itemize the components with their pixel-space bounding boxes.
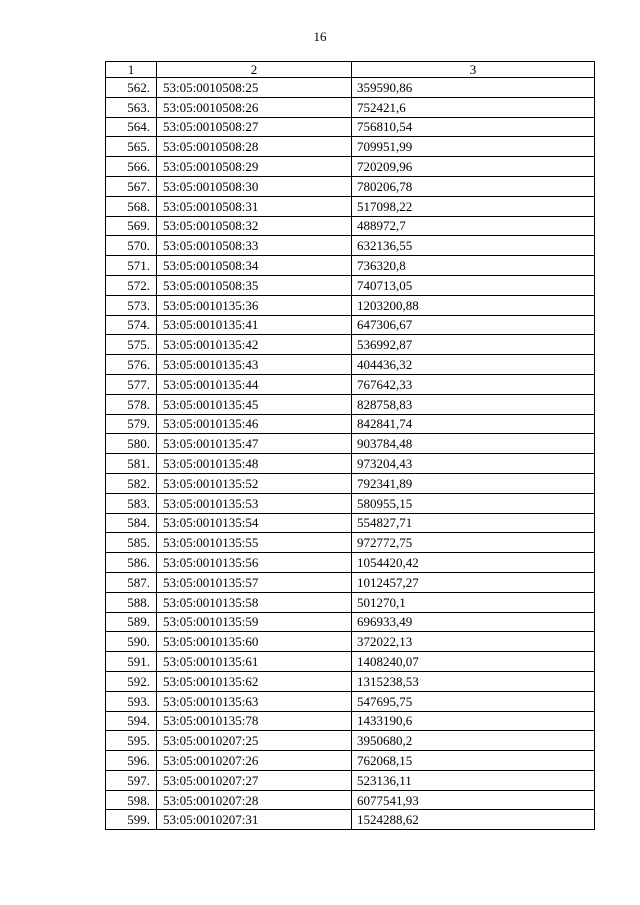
- table-row: [106, 256, 595, 276]
- column-header-number: 1: [106, 62, 157, 78]
- cadastral-number-cell: 53:05:0010508:30: [157, 176, 352, 196]
- cadastral-number-cell: 53:05:0010135:56: [157, 553, 352, 573]
- row-number-cell: 562.: [106, 78, 157, 98]
- table-row: [106, 770, 595, 790]
- cadastral-number-cell: 53:05:0010508:31: [157, 196, 352, 216]
- cadastral-number-cell: 53:05:0010135:78: [157, 711, 352, 731]
- cadastral-number-cell: 53:05:0010135:59: [157, 612, 352, 632]
- table-row: [106, 751, 595, 771]
- column-header-cadastral-number: 2: [157, 62, 352, 78]
- table-header-row: [106, 62, 595, 78]
- cadastral-value-cell: 1054420,42: [352, 553, 595, 573]
- cadastral-value-cell: 547695,75: [352, 691, 595, 711]
- cadastral-value-cell: 1315238,53: [352, 671, 595, 691]
- cadastral-value-cell: 1408240,07: [352, 652, 595, 672]
- cadastral-number-cell: 53:05:0010135:53: [157, 493, 352, 513]
- cadastral-number-cell: 53:05:0010508:32: [157, 216, 352, 236]
- cadastral-number-cell: 53:05:0010135:54: [157, 513, 352, 533]
- row-number-cell: 577.: [106, 374, 157, 394]
- table-row: [106, 454, 595, 474]
- row-number-cell: 566.: [106, 157, 157, 177]
- cadastral-number-cell: 53:05:0010135:41: [157, 315, 352, 335]
- row-number-cell: 578.: [106, 394, 157, 414]
- cadastral-value-cell: 767642,33: [352, 374, 595, 394]
- cadastral-value-cell: 828758,83: [352, 394, 595, 414]
- cadastral-value-cell: 632136,55: [352, 236, 595, 256]
- table-row: [106, 137, 595, 157]
- cadastral-value-cell: 488972,7: [352, 216, 595, 236]
- cadastral-number-cell: 53:05:0010135:45: [157, 394, 352, 414]
- cadastral-value-cell: 6077541,93: [352, 790, 595, 810]
- table-row: [106, 810, 595, 830]
- table-row: [106, 473, 595, 493]
- row-number-cell: 580.: [106, 434, 157, 454]
- table-row: [106, 493, 595, 513]
- table-row: [106, 355, 595, 375]
- cadastral-value-cell: 973204,43: [352, 454, 595, 474]
- cadastral-number-cell: 53:05:0010135:36: [157, 295, 352, 315]
- cadastral-value-cell: 792341,89: [352, 473, 595, 493]
- cadastral-value-cell: 1524288,62: [352, 810, 595, 830]
- cadastral-number-cell: 53:05:0010508:26: [157, 97, 352, 117]
- table-row: [106, 236, 595, 256]
- cadastral-value-cell: 359590,86: [352, 78, 595, 98]
- table-row: [106, 553, 595, 573]
- row-number-cell: 599.: [106, 810, 157, 830]
- cadastral-number-cell: 53:05:0010207:25: [157, 731, 352, 751]
- cadastral-number-cell: 53:05:0010135:63: [157, 691, 352, 711]
- cadastral-number-cell: 53:05:0010508:25: [157, 78, 352, 98]
- cadastral-number-cell: 53:05:0010135:42: [157, 335, 352, 355]
- cadastral-value-cell: 647306,67: [352, 315, 595, 335]
- cadastral-number-cell: 53:05:0010508:35: [157, 275, 352, 295]
- table-row: [106, 196, 595, 216]
- cadastral-number-cell: 53:05:0010135:62: [157, 671, 352, 691]
- cadastral-number-cell: 53:05:0010135:58: [157, 592, 352, 612]
- row-number-cell: 592.: [106, 671, 157, 691]
- cadastral-value-cell: 523136,11: [352, 770, 595, 790]
- table-row: [106, 533, 595, 553]
- table-row: [106, 315, 595, 335]
- table-row: [106, 157, 595, 177]
- table-row: [106, 612, 595, 632]
- row-number-cell: 587.: [106, 572, 157, 592]
- row-number-cell: 576.: [106, 355, 157, 375]
- cadastral-value-cell: 709951,99: [352, 137, 595, 157]
- row-number-cell: 574.: [106, 315, 157, 335]
- row-number-cell: 597.: [106, 770, 157, 790]
- row-number-cell: 588.: [106, 592, 157, 612]
- table-row: [106, 216, 595, 236]
- cadastral-number-cell: 53:05:0010207:31: [157, 810, 352, 830]
- cadastral-value-cell: 1012457,27: [352, 572, 595, 592]
- row-number-cell: 579.: [106, 414, 157, 434]
- cadastral-value-cell: 404436,32: [352, 355, 595, 375]
- row-number-cell: 583.: [106, 493, 157, 513]
- cadastral-number-cell: 53:05:0010135:46: [157, 414, 352, 434]
- table-row: [106, 632, 595, 652]
- cadastral-value-cell: 1433190,6: [352, 711, 595, 731]
- table-row: [106, 176, 595, 196]
- row-number-cell: 570.: [106, 236, 157, 256]
- cadastral-number-cell: 53:05:0010135:48: [157, 454, 352, 474]
- table-row: [106, 335, 595, 355]
- cadastral-value-cell: 762068,15: [352, 751, 595, 771]
- row-number-cell: 571.: [106, 256, 157, 276]
- cadastral-number-cell: 53:05:0010207:27: [157, 770, 352, 790]
- table-row: [106, 652, 595, 672]
- row-number-cell: 573.: [106, 295, 157, 315]
- table-row: [106, 572, 595, 592]
- cadastral-number-cell: 53:05:0010207:26: [157, 751, 352, 771]
- table-row: [106, 731, 595, 751]
- cadastral-number-cell: 53:05:0010135:43: [157, 355, 352, 375]
- cadastral-number-cell: 53:05:0010508:33: [157, 236, 352, 256]
- cadastral-value-table: [105, 61, 595, 830]
- cadastral-number-cell: 53:05:0010135:55: [157, 533, 352, 553]
- table-row: [106, 295, 595, 315]
- table-row: [106, 78, 595, 98]
- table-row: [106, 691, 595, 711]
- row-number-cell: 596.: [106, 751, 157, 771]
- cadastral-value-cell: 1203200,88: [352, 295, 595, 315]
- cadastral-value-cell: 720209,96: [352, 157, 595, 177]
- table-row: [106, 97, 595, 117]
- row-number-cell: 586.: [106, 553, 157, 573]
- row-number-cell: 575.: [106, 335, 157, 355]
- cadastral-value-cell: 501270,1: [352, 592, 595, 612]
- cadastral-value-cell: 780206,78: [352, 176, 595, 196]
- row-number-cell: 594.: [106, 711, 157, 731]
- cadastral-number-cell: 53:05:0010207:28: [157, 790, 352, 810]
- cadastral-number-cell: 53:05:0010135:60: [157, 632, 352, 652]
- row-number-cell: 567.: [106, 176, 157, 196]
- cadastral-value-cell: 756810,54: [352, 117, 595, 137]
- row-number-cell: 598.: [106, 790, 157, 810]
- table-row: [106, 414, 595, 434]
- row-number-cell: 591.: [106, 652, 157, 672]
- table-row: [106, 711, 595, 731]
- row-number-cell: 565.: [106, 137, 157, 157]
- row-number-cell: 582.: [106, 473, 157, 493]
- row-number-cell: 568.: [106, 196, 157, 216]
- table-row: [106, 671, 595, 691]
- cadastral-value-cell: 580955,15: [352, 493, 595, 513]
- cadastral-value-cell: 903784,48: [352, 434, 595, 454]
- table-row: [106, 374, 595, 394]
- table-row: [106, 394, 595, 414]
- cadastral-value-cell: 3950680,2: [352, 731, 595, 751]
- cadastral-value-cell: 554827,71: [352, 513, 595, 533]
- cadastral-number-cell: 53:05:0010135:47: [157, 434, 352, 454]
- cadastral-value-cell: 736320,8: [352, 256, 595, 276]
- cadastral-number-cell: 53:05:0010508:29: [157, 157, 352, 177]
- row-number-cell: 581.: [106, 454, 157, 474]
- page-number: 16: [313, 29, 327, 44]
- cadastral-number-cell: 53:05:0010135:61: [157, 652, 352, 672]
- cadastral-number-cell: 53:05:0010135:44: [157, 374, 352, 394]
- row-number-cell: 584.: [106, 513, 157, 533]
- table-row: [106, 592, 595, 612]
- row-number-cell: 589.: [106, 612, 157, 632]
- cadastral-value-cell: 842841,74: [352, 414, 595, 434]
- row-number-cell: 563.: [106, 97, 157, 117]
- row-number-cell: 572.: [106, 275, 157, 295]
- cadastral-number-cell: 53:05:0010508:34: [157, 256, 352, 276]
- cadastral-value-cell: 536992,87: [352, 335, 595, 355]
- cadastral-value-cell: 752421,6: [352, 97, 595, 117]
- row-number-cell: 569.: [106, 216, 157, 236]
- cadastral-value-cell: 972772,75: [352, 533, 595, 553]
- row-number-cell: 595.: [106, 731, 157, 751]
- cadastral-number-cell: 53:05:0010135:57: [157, 572, 352, 592]
- cadastral-value-cell: 517098,22: [352, 196, 595, 216]
- row-number-cell: 593.: [106, 691, 157, 711]
- table-body: [106, 78, 595, 830]
- cadastral-number-cell: 53:05:0010508:27: [157, 117, 352, 137]
- cadastral-value-cell: 696933,49: [352, 612, 595, 632]
- column-header-value: 3: [352, 62, 595, 78]
- table-row: [106, 434, 595, 454]
- table-row: [106, 117, 595, 137]
- cadastral-number-cell: 53:05:0010135:52: [157, 473, 352, 493]
- table-row: [106, 790, 595, 810]
- table-row: [106, 275, 595, 295]
- table-row: [106, 513, 595, 533]
- row-number-cell: 590.: [106, 632, 157, 652]
- cadastral-number-cell: 53:05:0010508:28: [157, 137, 352, 157]
- row-number-cell: 585.: [106, 533, 157, 553]
- cadastral-value-cell: 372022,13: [352, 632, 595, 652]
- row-number-cell: 564.: [106, 117, 157, 137]
- cadastral-value-cell: 740713,05: [352, 275, 595, 295]
